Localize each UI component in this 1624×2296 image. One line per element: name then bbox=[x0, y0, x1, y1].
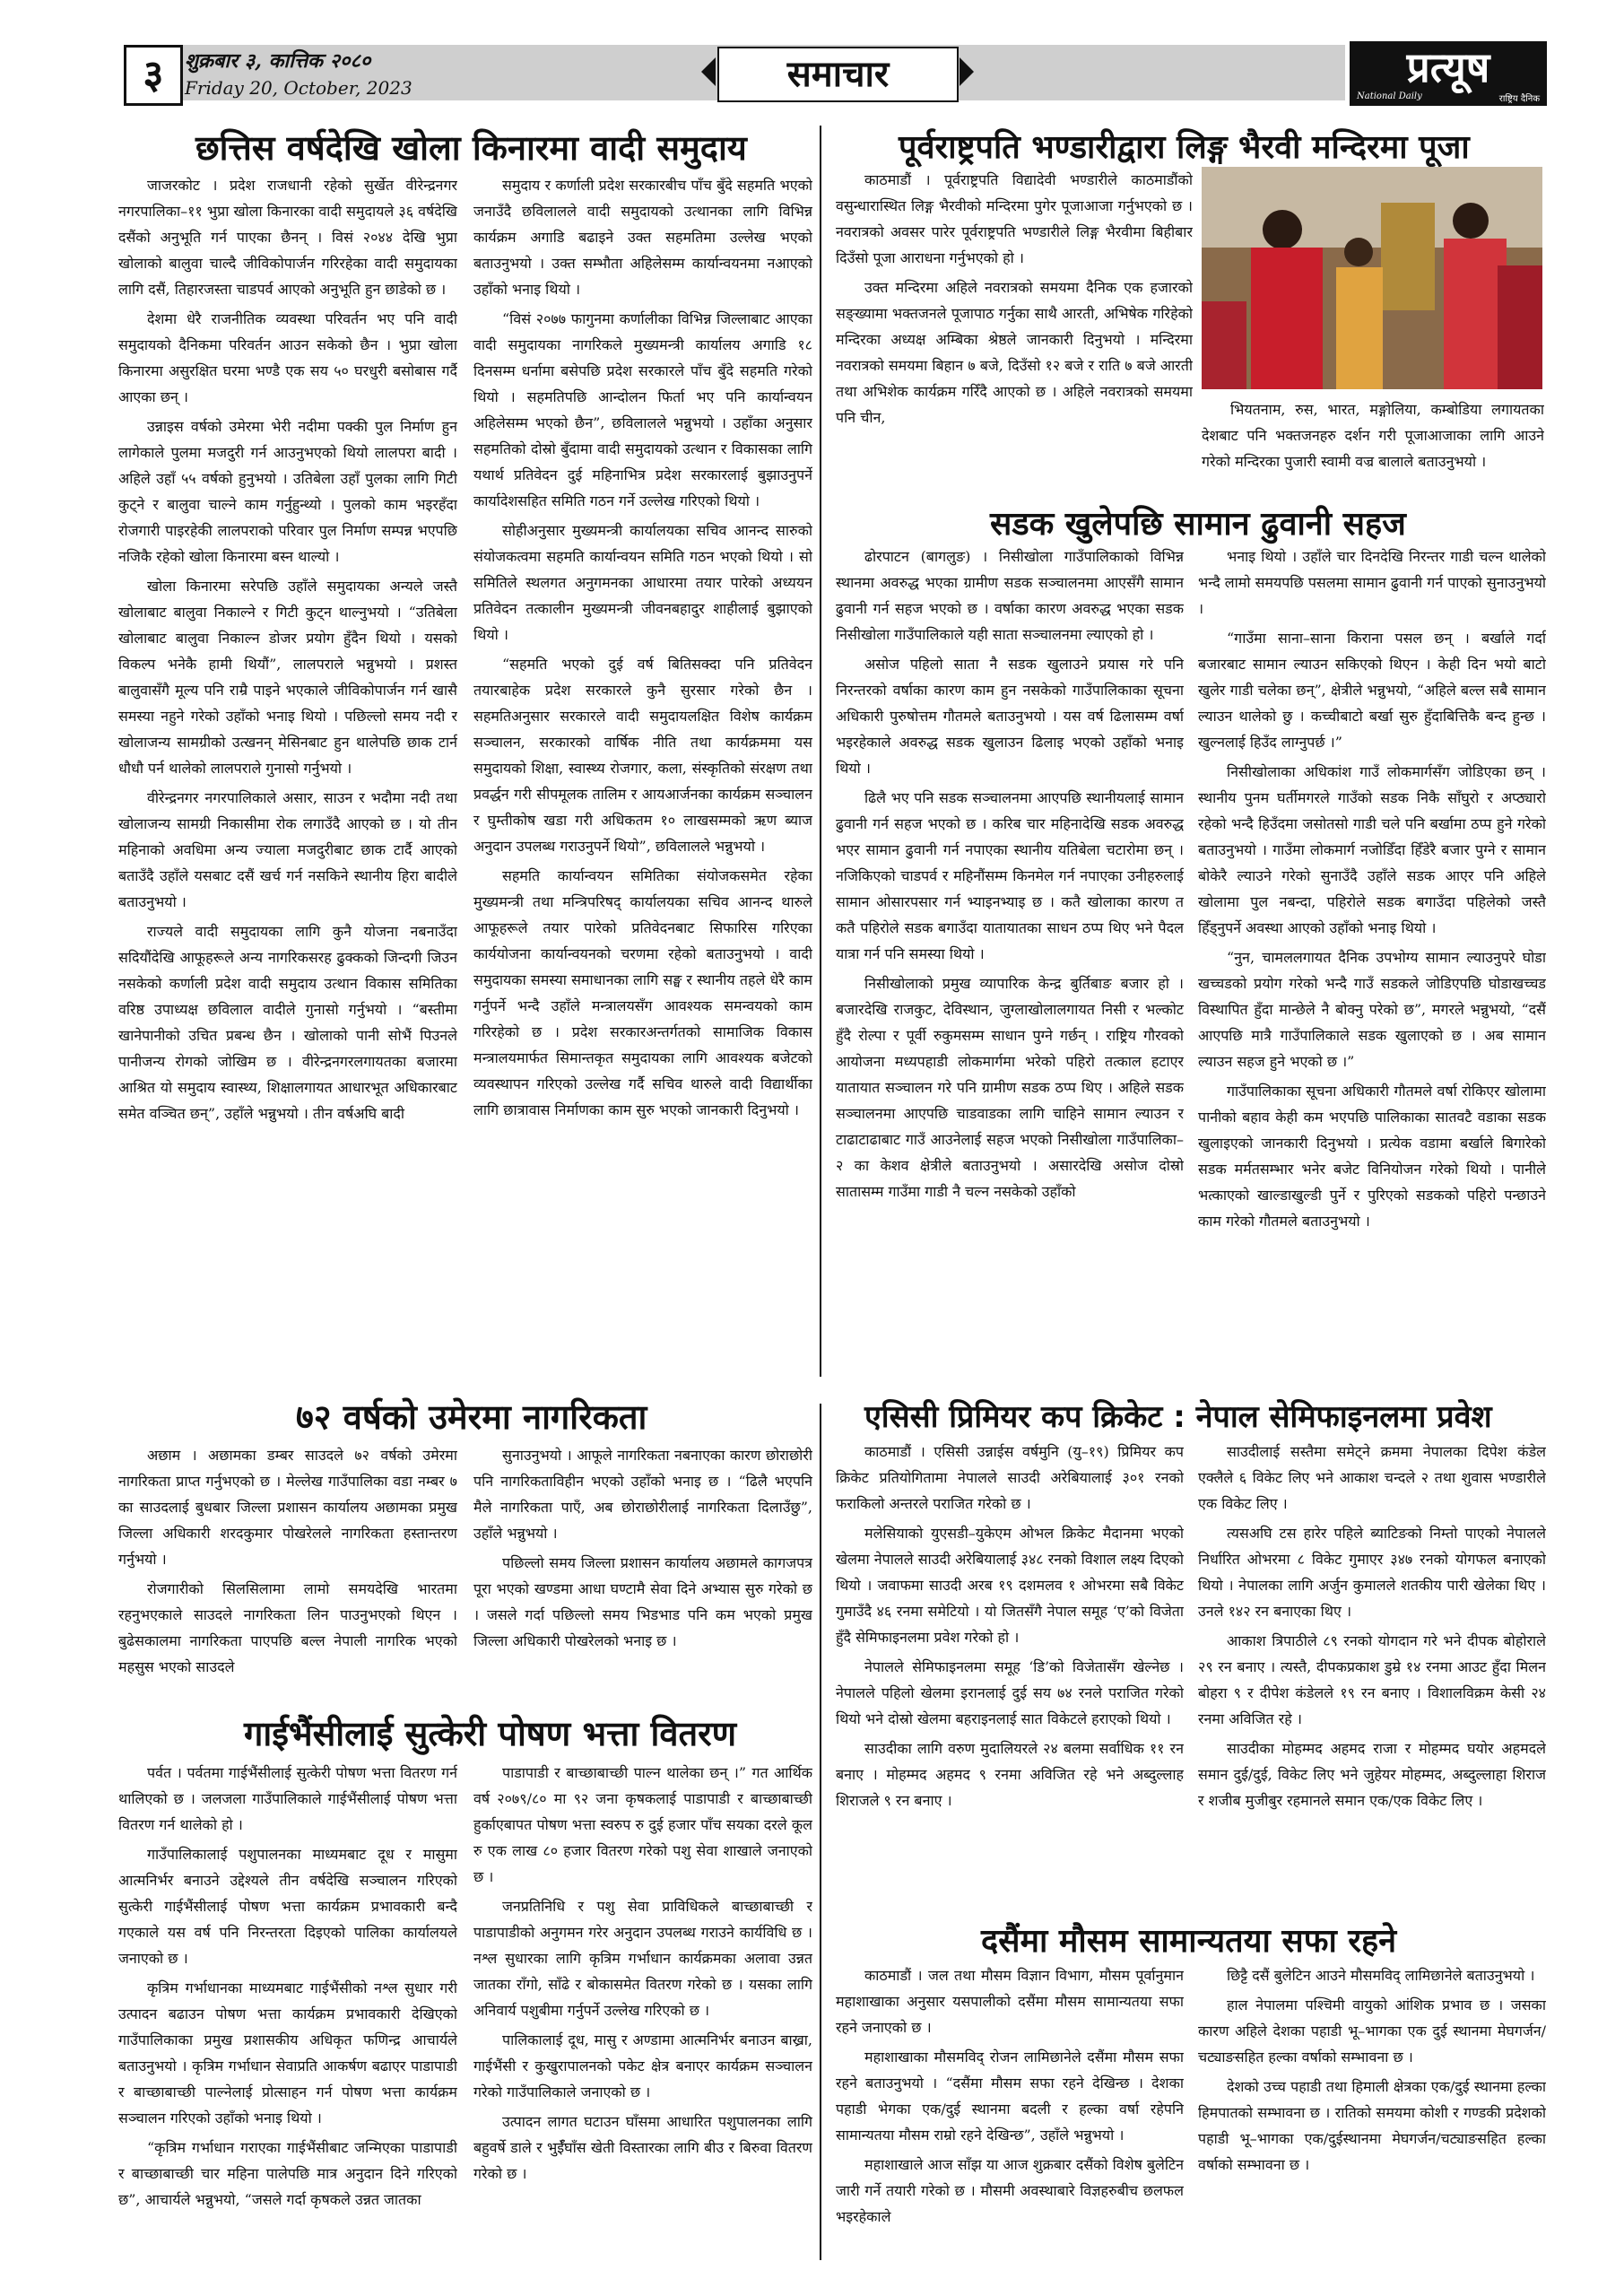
page-number: ३ bbox=[124, 45, 183, 106]
article-paragraph: “नुन, चामललगायत दैनिक उपभोग्य सामान ल्याउनुपरे घोडा खच्चडको प्रयोग गरेको भन्दै गाउँ सडकले जोडिएपछि घोडाखच्चड विस्थापित हुँदा मान्छेले नै बोक्नु परेको छ”, मगरले भन्नुभयो, “दसैं आएपछि मात्रै गाउँपालिकाले सडक खुलाएको छ । अब सामान ल्याउन सहज हुने भएको छ ।” bbox=[1198, 949, 1546, 1070]
article-cricket-col1 bbox=[836, 1439, 1184, 1914]
article-paragraph: कृत्रिम गर्भाधानका माध्यमबाट गाईभैंसीको नश्ल सुधार गरी उत्पादन बढाउन पोषण भत्ता कार्यक्रम प्रभावकारी देखिएको गाउँपालिकाका प्रमुख प्रशासकीय अधिकृत फणिन्द्र आचार्यले बताउनुभयो । कृत्रिम गर्भाधान सेवाप्रति आकर्षण बढाएर पाडापाडी र बाच्छाबाच्छी पाल्नेलाई प्रोत्साहन गर्न पोषण भत्ता कार्यक्रम सञ्चालन गरिएको उहाँको भनाइ थियो । bbox=[118, 1979, 457, 2126]
article-paragraph: भियतनाम, रुस, भारत, मङ्गोलिया, कम्बोडिया लगायतका देशबाट पनि भक्तजनहरु दर्शन गरी पूजाआजाका लागि आउने गरेको मन्दिरका पुजारी स्वामी वज्र बालाले बताउनुभयो । bbox=[1202, 401, 1544, 470]
article-road-col1 bbox=[836, 544, 1184, 1382]
article-paragraph: राज्यले वादी समुदायका लागि कुनै योजना नबनाउँदा सदियौंदेखि आफूहरूले अन्य नागरिकसरह ढुक्कको जिन्दगी जिउन नसकेको कर्णाली प्रदेश वादी समुदाय उत्थान विकास समितिका वरिष्ठ उपाध्यक्ष छविलाल वादीले गुनासो गर्नुभयो । “बस्तीमा खानेपानीको उचित प्रबन्ध छैन । खोलाको पानी सोभैं पिउनले पानीजन्य रोगको जोखिम छ । वीरेन्द्रनगरलगायतका बजारमा आश्रित यो समुदाय स्वास्थ्य, शिक्षालगायत आधारभूत अधिकारबाट समेत वञ्चित छन्”, उहाँले भन्नुभयो । तीन वर्षअघि बादी bbox=[118, 923, 457, 1122]
article-paragraph: महाशाखाले आज साँझ या आज शुक्रबार दसैंको विशेष बुलेटिन जारी गर्ने तयारी गरेको छ । मौसमी अवस्थाबारे विज्ञहरुबीच छलफल भइरहेकाले bbox=[836, 2156, 1184, 2225]
article-paragraph: खोला किनारमा सरेपछि उहाँले समुदायका अन्यले जस्तै खोलाबाट बालुवा निकाल्ने र गिटी कुट्न थाल्नुभयो । “उतिबेला खोलाबाट बालुवा निकाल्न डोजर प्रयोग हुँदैन थियो । यसको विकल्प भनेकै हामी थियौं”, लालपराले भन्नुभयो । प्रशस्त बालुवासँगै मूल्य पनि राम्रै पाइने भएकाले जीविकोपार्जन गर्न खासै समस्या नहुने गरेको उहाँको भनाइ थियो । पछिल्लो समय नदी र खोलाजन्य सामग्रीको उत्खनन् मेसिनबाट हुन थालेपछि छाक टार्न धौधौ पर्न थालेको लालपराले गुनासो गर्नुभयो । bbox=[118, 578, 457, 777]
article-paragraph: पालिकालाई दूध, मासु र अण्डामा आत्मनिर्भर बनाउन बाख्रा, गाईभैंसी र कुखुरापालनको पकेट क्षेत्र बनाएर कार्यक्रम सञ्चालन गरेको गाउँपालिकाले जनाएको छ । bbox=[473, 2031, 812, 2100]
article-paragraph: गाउँपालिकालाई पशुपालनका माध्यमबाट दूध र मासुमा आत्मनिर्भर बनाउने उद्देश्यले तीन वर्षदेखि सञ्चालन गरिएको सुत्केरी गाईभैंसीलाई पोषण भत्ता कार्यक्रम प्रभावकारी बन्दै गएकाले यस वर्ष पनि निरन्तरता दिइएको पालिका कार्यालयले जनाएको छ । bbox=[118, 1846, 457, 1967]
headline-citizenship: ७२ वर्षको उमेरमा नागरिकता bbox=[296, 1397, 647, 1437]
headline-vadi: छत्तिस वर्षदेखि खोला किनारमा वादी समुदाय bbox=[195, 128, 747, 168]
article-buffalo-col1 bbox=[118, 1760, 457, 2271]
article-paragraph: साउदीलाई सस्तैमा समेट्ने क्रममा नेपालका दिपेश कंडेल एक्लैले ६ विकेट लिए भने आकाश चन्दले २ तथा शुवास भण्डारीले एक विकेट लिए । bbox=[1198, 1443, 1546, 1512]
article-cricket-col2 bbox=[1198, 1439, 1546, 1914]
article-paragraph: अछाम । अछामका डम्बर साउदले ७२ वर्षको उमेरमा नागरिकता प्राप्त गर्नुभएको छ । मेल्लेख गाउँपालिका वडा नम्बर ७ का साउदलाई बुधबार जिल्ला प्रशासन कार्यालय अछामका प्रमुख जिल्ला अधिकारी शरदकुमार पोखरेलले नागरिकता हस्तान्तरण गर्नुभयो । bbox=[118, 1447, 457, 1568]
article-paragraph: देशमा धेरै राजनीतिक व्यवस्था परिवर्तन भए पनि वादी समुदायको दैनिकमा परिवर्तन आउन सकेको छैन । भुप्रा खोला किनारमा असुरक्षित घरमा भण्डै एक सय ५० घरधुरी बसोबास गर्दै आएका छन् । bbox=[118, 310, 457, 405]
article-paragraph: सुनाउनुभयो । आफूले नागरिकता नबनाएका कारण छोराछोरी पनि नागरिकताविहीन भएको उहाँको भनाइ छ । “ढिलै भएपनि मैले नागरिकता पाएँ, अब छोराछोरीलाई नागरिकता दिलाउँछु”, उहाँले भन्नुभयो । bbox=[473, 1447, 812, 1542]
date-nepali: शुक्रबार ३, कात्तिक २०८० bbox=[185, 49, 371, 73]
logo-name: प्रत्यूष bbox=[1406, 43, 1490, 91]
article-paragraph: सहमति कार्यान्वयन समितिका संयोजकसमेत रहेका मुख्यमन्त्री तथा मन्त्रिपरिषद् कार्यालयका सचिव आनन्द थारुले आफूहरूले तयार पारेको प्रतिवेदनबाट सिफारिस गरिएका कार्ययोजना कार्यान्वयनको चरणमा रहेको बताउनुभयो । वादी समुदायका समस्या समाधानका लागि सङ्घ र स्थानीय तहले धेरै काम गर्नुपर्ने भन्दै उहाँले मन्त्रालयसँग आवश्यक समन्वयको काम गरिरहेको छ । प्रदेश सरकारअन्तर्गतको सामाजिक विकास मन्त्रालयमार्फत सिमान्तकृत समुदायका लागि आवश्यक बजेटको व्यवस्थापन गरिएको उल्लेख गर्दै सचिव थारुले वादी विद्यार्थीका लागि छात्रावास निर्माणका काम सुरु भएको जानकारी दिनुभयो । bbox=[473, 867, 812, 1118]
article-linga-col2 bbox=[1202, 396, 1544, 500]
article-weather-col1 bbox=[836, 1962, 1184, 2272]
article-paragraph: साउदीका मोहम्मद अहमद राजा र मोहम्मद घयोर अहमदले समान दुई/दुई, विकेट लिए भने जुहेयर मोहम्मद, अब्दुल्लाहा शिराज र शजीब मुजीबुर रहमानले समान एक/एक विकेट लिए । bbox=[1198, 1740, 1546, 1809]
logo-sub-en: National Daily bbox=[1357, 91, 1422, 101]
headline-linga: पूर्वराष्ट्रपति भण्डारीद्वारा लिङ्ग भैरवी मन्दिरमा पूजा bbox=[899, 129, 1470, 166]
article-paragraph: निसीखोलाका अधिकांश गाउँ लोकमार्गसँग जोडिएका छन् । स्थानीय पुनम घर्तीमगरले गाउँको सडक निकै साँघुरो र अप्ठ्यारो रहेको भन्दै हिउँदमा जसोतसो गाडी चले पनि बर्खामा ठप्प हुने गरेको बताउनुभयो । गाउँमा लोकमार्ग नजोडिँदा हिँडेरै बजार पुग्ने र सामान बोकेरै ल्याउने गरेको सुनाउँदै उहाँले सडक आएर पनि अहिले खोलामा पुल नबन्दा, पहिरोले सडक बगाउँदा पहिलेको जस्तै हिँड्नुपर्ने अवस्था आएको उहाँको भनाइ थियो । bbox=[1198, 763, 1546, 936]
section-title: समाचार bbox=[717, 47, 959, 102]
headline-cricket: एसिसी प्रिमियर कप क्रिकेट : नेपाल सेमिफाइनलमा प्रवेश bbox=[864, 1399, 1492, 1435]
logo-sub-np: राष्ट्रिय दैनिक bbox=[1498, 94, 1540, 104]
headline-road: सडक खुलेपछि सामान ढुवानी सहज bbox=[990, 506, 1406, 543]
headline-weather: दसैंमा मौसम सामान्यतया सफा रहने bbox=[981, 1923, 1397, 1960]
article-paragraph: हाल नेपालमा पश्चिमी वायुको आंशिक प्रभाव छ । जसका कारण अहिले देशका पहाडी भू–भागका एक दुई स्थानमा मेघगर्जन/चट्याङसहित हल्का वर्षाको सम्भावना छ । bbox=[1198, 1996, 1546, 2066]
article-paragraph: भनाइ थियो । उहाँले चार दिनदेखि निरन्तर गाडी चल्न थालेको भन्दै लामो समयपछि पसलमा सामान ढुवानी गर्न पाएको सुनाउनुभयो । bbox=[1198, 548, 1546, 617]
article-paragraph: “विसं २०७७ फागुनमा कर्णालीका विभिन्न जिल्लाबाट आएका वादी समुदायका नागरिकले मुख्यमन्त्री कार्यालय अगाडि १८ दिनसम्म धर्नामा बसेपछि प्रदेश सरकारले पाँच बुँदे सहमति गरेको थियो । सहमतिपछि आन्दोलन फिर्ता भए पनि कार्यान्वयन अहिलेसम्म भएको छैन”, छविलालले भन्नुभयो । उहाँका अनुसार सहमतिको दोस्रो बुँदामा वादी समुदायको उत्थान र विकासका लागि यथार्थ प्रतिवेदन दुई महिनाभित्र प्रदेश सरकारलाई बुझाउनुपर्ने कार्यादेशसहित समिति गठन गर्ने उल्लेख गरिएको थियो । bbox=[473, 310, 812, 509]
article-vadi-col1 bbox=[118, 172, 457, 1381]
article-vadi-col2 bbox=[473, 172, 812, 1381]
article-paragraph: पर्वत । पर्वतमा गाईभैंसीलाई सुत्केरी पोषण भत्ता वितरण गर्न थालिएको छ । जलजला गाउँपालिकाले गाईभैंसीलाई पोषण भत्ता वितरण गर्न थालेको हो । bbox=[118, 1764, 457, 1833]
article-paragraph: काठमाडौं । पूर्वराष्ट्रपति विद्यादेवी भण्डारीले काठमाडौंको वसुन्धारास्थित लिङ्ग भैरवीको मन्दिरमा पुगेर पूजाआजा गर्नुभएको छ । नवरात्रको अवसर पारेर पूर्वराष्ट्रपति भण्डारीले लिङ्ग भैरवीमा बिहीबार दिउँसो पूजा आराधना गर्नुभएको हो । bbox=[836, 171, 1193, 266]
headline-buffalo: गाईभैंसीलाई सुत्केरी पोषण भत्ता वितरण bbox=[244, 1714, 737, 1753]
article-paragraph: जाजरकोट । प्रदेश राजधानी रहेको सुर्खेत वीरेन्द्रनगर नगरपालिका–११ भुप्रा खोला किनारका वादी समुदायले ३६ वर्षदेखि दसैंको अनुभूति गर्न पाएका छैनन् । विसं २०४४ देखि भुप्रा खोलाको बालुवा चाल्दै जीविकोपार्जन गरिरहेका वादी समुदायका लागि दसैं, तिहारजस्ता चाडपर्व आएको अनुभूति हुन छाडेको छ । bbox=[118, 177, 457, 298]
column-divider bbox=[820, 126, 821, 1377]
column-divider bbox=[820, 1404, 821, 2260]
article-citizenship-col2 bbox=[473, 1442, 812, 1702]
article-road-col2 bbox=[1198, 544, 1546, 1382]
article-paragraph: आकाश त्रिपाठीले ८९ रनको योगदान गरे भने दीपक बोहोराले २९ रन बनाए । त्यस्तै, दीपकप्रकाश डुम्रे १४ रनमा आउट हुँदा मिलन बोहरा ९ र दीपेश कंडेलले १९ रन बनाए । विशालविक्रम केसी २४ रनमा अविजित रहे । bbox=[1198, 1632, 1546, 1727]
article-paragraph: “कृत्रिम गर्भाधान गराएका गाईभैंसीबाट जन्मिएका पाडापाडी र बाच्छाबाच्छी चार महिना पालेपछि मात्र अनुदान दिने गरिएको छ”, आचार्यले भन्नुभयो, “जसले गर्दा कृषकले उन्नत जातका bbox=[118, 2139, 457, 2208]
article-paragraph: ढोरपाटन (बागलुङ) । निसीखोला गाउँपालिकाको विभिन्न स्थानमा अवरुद्ध भएका ग्रामीण सडक सञ्चालनमा आएसँगै सामान ढुवानी गर्न सहज भएको छ । वर्षाका कारण अवरुद्ध भएका सडक निसीखोला गाउँपालिकाले यही साता सञ्चालनमा ल्याएको हो । bbox=[836, 548, 1184, 643]
article-paragraph: देशको उच्च पहाडी तथा हिमाली क्षेत्रका एक/दुई स्थानमा हल्का हिमपातको सम्भावना छ । रातिको समयमा कोशी र गण्डकी प्रदेशको पहाडी भू–भागका एक/दुईस्थानमा मेघगर्जन/चट्याङसहित हल्का वर्षाको सम्भावना छ । bbox=[1198, 2078, 1546, 2173]
article-citizenship-col1 bbox=[118, 1442, 457, 1702]
article-paragraph: त्यसअघि टस हारेर पहिले ब्याटिङको निम्तो पाएको नेपालले निर्धारित ओभरमा ८ विकेट गुमाएर ३४७ रनको योगफल बनाएको थियो । नेपालका लागि अर्जुन कुमालले शतकीय पारी खेलेका थिए । उनले १४२ रन बनाएका थिए । bbox=[1198, 1525, 1546, 1620]
article-paragraph: ढिलै भए पनि सडक सञ्चालनमा आएपछि स्थानीयलाई सामान ढुवानी गर्न सहज भएको छ । करिब चार महिनादेखि सडक अवरुद्ध भएर सामान ढुवानी गर्न नपाएका स्थानीय यतिबेला चटारोमा छन् । नजिकिएको चाडपर्व र महिनौंसम्म किनमेल गर्न नपाएका उनीहरुलाई सामान ओसारपसार गर्न भ्याइनभ्याइ छ । कतै खोलाका कारण त कतै पहिरोले सडक बगाउँदा यातायातका साधन ठप्प थिए भने पैदल यात्रा गर्न पनि समस्या थियो । bbox=[836, 789, 1184, 962]
article-paragraph: गाउँपालिकाका सूचना अधिकारी गौतमले वर्षा रोकिएर खोलामा पानीको बहाव केही कम भएपछि पालिकाका सातवटै वडाका सडक खुलाइएको जानकारी दिनुभयो । प्रत्येक वडामा बर्खाले बिगारेको सडक मर्मतसम्भार भनेर बजेट विनियोजन गरेको थियो । पानीले भत्काएको खाल्डाखुल्डी पुर्ने र पुरिएको सडकको पहिरो पन्छाउने काम गरेको गौतमले बताउनुभयो । bbox=[1198, 1083, 1546, 1230]
article-buffalo-col2 bbox=[473, 1760, 812, 2271]
article-paragraph: समुदाय र कर्णाली प्रदेश सरकारबीच पाँच बुँदे सहमति भएको जनाउँदै छविलालले वादी समुदायको उत्थानका लागि विभिन्न कार्यक्रम अगाडि बढाइने उक्त सहमतिमा उल्लेख भएको बताउनुभयो । उक्त सम्भौता अहिलेसम्म कार्यान्वयनमा नआएको उहाँको भनाइ थियो । bbox=[473, 177, 812, 298]
article-paragraph: महाशाखाका मौसमविद् रोजन लामिछानेले दसैंमा मौसम सफा रहने बताउनुभयो । “दसैंमा मौसम सफा रहने देखिन्छ । देशका पहाडी भेगका एक/दुई स्थानमा बदली र हल्का वर्षा रहेपनि सामान्यतया मौसम राम्रो रहने देखिन्छ”, उहाँले भन्नुभयो । bbox=[836, 2048, 1184, 2144]
date-english: Friday 20, October, 2023 bbox=[185, 77, 413, 99]
article-paragraph: उन्नाइस वर्षको उमेरमा भेरी नदीमा पक्की पुल निर्माण हुन लागेकाले पुलमा मजदुरी गर्न आउनुभएको थियो लालपरा बादी । अहिले उहाँ ५५ वर्षको हुनुभयो । उतिबेला उहाँ पुलका लागि गिटी कुट्ने र बालुवा चाल्ने काम गर्नुहुन्थ्यो । पुलको काम भइरहँदा रोजगारी पाइरहेकी लालपराको परिवार पुल निर्माण सम्पन्न भएपछि नजिकै रहेको खोला किनारमा बस्न थाल्यो । bbox=[118, 418, 457, 565]
arrow-right-icon bbox=[960, 57, 974, 86]
article-paragraph: काठमाडौं । एसिसी उन्नाईस वर्षमुनि (यु–१९) प्रिमियर कप क्रिकेट प्रतियोगितामा नेपालले साउदी अरेबियालाई ३०१ रनको फराकिलो अन्तरले पराजित गरेको छ । bbox=[836, 1443, 1184, 1512]
temple-photo-image bbox=[1202, 167, 1542, 389]
article-paragraph: नेपालले सेमिफाइनलमा समूह ‘डि’को विजेतासँग खेल्नेछ । नेपालले पहिलो खेलमा इरानलाई दुई सय ७४ रनले पराजित गरेको थियो भने दोस्रो खेलमा बहराइनलाई सात विकेटले हराएको थियो । bbox=[836, 1658, 1184, 1727]
article-paragraph: उक्त मन्दिरमा अहिले नवरात्रको समयमा दैनिक एक हजारको सङ्ख्यामा भक्तजनले पूजापाठ गर्नुका साथै आरती, अभिषेक गरिहेको मन्दिरका अध्यक्ष अम्बिका श्रेष्ठले जानकारी दिनुभयो । मन्दिरमा नवरात्रको समयमा बिहान ७ बजे, दिउँसो १२ बजे र राति ७ बजे आरती तथा अभिशेक कार्यक्रम गरिँदै आएको छ । अहिले नवरात्रको समयमा पनि चीन, bbox=[836, 279, 1193, 426]
article-linga-col1 bbox=[836, 167, 1193, 499]
arrow-left-icon bbox=[701, 57, 716, 86]
article-paragraph: साउदीका लागि वरुण मुदालियरले २४ बलमा सर्वाधिक ११ रन बनाए । मोहम्मद अहमद ९ रनमा अविजित रहे भने अब्दुल्लाह शिराजले ९ रन बनाए । bbox=[836, 1740, 1184, 1809]
article-paragraph: छिट्टै दसैं बुलेटिन आउने मौसमविद् लामिछानेले बताउनुभयो । bbox=[1227, 1967, 1535, 1984]
masthead-logo bbox=[1350, 41, 1547, 106]
article-paragraph: “गाउँमा साना–साना किराना पसल छन् । बर्खाले गर्दा बजारबाट सामान ल्याउन सकिएको थिएन । केही दिन भयो बाटो खुलेर गाडी चलेका छन्”, क्षेत्रीले भन्नुभयो, “अहिले बल्ल सबै सामान ल्याउन थालेको छु । कच्चीबाटो बर्खा सुरु हुँदाबित्तिकै बन्द हुन्छ । खुल्नलाई हिउँद लाग्नुपर्छ ।” bbox=[1198, 630, 1546, 751]
article-paragraph: “सहमति भएको दुई वर्ष बितिसक्दा पनि प्रतिवेदन तयारबाहेक प्रदेश सरकारले कुनै सुरसार गरेको छैन । सहमतिअनुसार सरकारले वादी समुदायलक्षित विशेष कार्यक्रम सञ्चालन, सरकारको वार्षिक नीति तथा कार्यक्रममा यस समुदायको शिक्षा, स्वास्थ्य रोजगार, कला, संस्कृतिको संरक्षण तथा प्रवर्द्धन गरी सीपमूलक तालिम र आयआर्जनका कार्यक्रम सञ्चालन र घुम्तीकोष खडा गरी अधिकतम १० लाखसम्मको ऋण ब्याज अनुदान उपलब्ध गराउनुपर्ने थियो”, छविलालले भन्नुभयो । bbox=[473, 656, 812, 855]
article-paragraph: उत्पादन लागत घटाउन घाँसमा आधारित पशुपालनका लागि बहुवर्षे डाले र भुईँघाँस खेती विस्तारका लागि बीउ र बिरुवा वितरण गरेको छ । bbox=[473, 2113, 812, 2182]
article-paragraph: निसीखोलाको प्रमुख व्यापारिक केन्द्र बुर्तिबाङ बजार हो । बजारदेखि राजकुट, देविस्थान, जुग्लाखोलालगायत निसी र भल्कोट हुँदै रोल्पा र पूर्वी रुकुमसम्म साधान पुग्ने गर्छन् । राष्ट्रिय गौरवको आयोजना मध्यपहाडी लोकमार्गमा भरेको पहिरो तत्काल हटाएर यातायात सञ्चालन गरे पनि ग्रामीण सडक ठप्प थिए । अहिले सडक सञ्चालनमा आएपछि चाडवाडका लागि चाहिने सामान ल्याउन र टाढाटाढाबाट गाउँ आउनेलाई सहज भएको निसीखोला गाउँपालिका–२ का केशव क्षेत्रीले बताउनुभयो । असारदेखि असोज दोस्रो सातासम्म गाउँमा गाडी नै चल्न नसकेको उहाँको bbox=[836, 975, 1184, 1200]
article-paragraph: वीरेन्द्रनगर नगरपालिकाले असार, साउन र भदौमा नदी तथा खोलाजन्य सामग्री निकासीमा रोक लगाउँदै आएको छ । यो तीन महिनाको अवधिमा अन्य ज्याला मजदुरीबाट छाक टार्दै आएको बताउँदै उहाँले यसबाट दसैं खर्च गर्न नसकिने स्थानीय हिरा बादीले बताउनुभयो । bbox=[118, 789, 457, 910]
article-paragraph: पछिल्लो समय जिल्ला प्रशासन कार्यालय अछामले कागजपत्र पूरा भएको खण्डमा आधा घण्टामै सेवा दिने अभ्यास सुरु गरेको छ । जसले गर्दा पछिल्लो समय भिडभाड पनि कम भएको प्रमुख जिल्ला अधिकारी पोखरेलको भनाइ छ । bbox=[473, 1554, 812, 1649]
article-paragraph: पाडापाडी र बाच्छाबाच्छी पाल्न थालेका छन् ।” गत आर्थिक वर्ष २०७९/८० मा ९२ जना कृषकलाई पाडापाडी र बाच्छाबाच्छी हुर्काएबापत पोषण भत्ता स्वरुप रु दुई हजार पाँच सयका दरले कूल रु एक लाख ८० हजार वितरण गरेको पशु सेवा शाखाले जनाएको छ । bbox=[473, 1764, 812, 1885]
article-paragraph: रोजगारीको सिलसिलामा लामो समयदेखि भारतमा रहनुभएकाले साउदले नागरिकता लिन पाउनुभएको थिएन । बुढेसकालमा नागरिकता पाएपछि बल्ल नेपाली नागरिक भएको महसुस भएको साउदले bbox=[118, 1580, 457, 1675]
article-paragraph: मलेसियाको युएसडी–युकेएम ओभल क्रिकेट मैदानमा भएको खेलमा नेपालले साउदी अरेबियालाई ३४८ रनको विशाल लक्ष्य दिएको थियो । जवाफमा साउदी अरब १९ दशमलव १ ओभरमा सबै विकेट गुमाउँदै ४६ रनमा समेटियो । यो जितसँगै नेपाल समूह ‘ए’को विजेता हुँदै सेमिफाइनलमा प्रवेश गरेको हो । bbox=[836, 1525, 1184, 1646]
article-paragraph: सोहीअनुसार मुख्यमन्त्री कार्यालयका सचिव आनन्द सारुको संयोजकत्वमा सहमति कार्यान्वयन समिति गठन भएको थियो । सो समितिले स्थलगत अनुगमनका आधारमा तयार पारेको अध्ययन प्रतिवेदन तत्कालीन मुख्यमन्त्री जीवनबहादुर शाहीलाई बुझाएको थियो । bbox=[473, 522, 812, 643]
article-paragraph: असोज पहिलो साता नै सडक खुलाउने प्रयास गरे पनि निरन्तरको वर्षाका कारण काम हुन नसकेको गाउँपालिकाका सूचना अधिकारी पुरुषोत्तम गौतमले बताउनुभयो । यस वर्ष ढिलासम्म वर्षा भइरहेकाले अवरुद्ध सडक खुलाउन ढिलाइ भएको उहाँको भनाइ थियो । bbox=[836, 656, 1184, 777]
article-weather-col2 bbox=[1198, 1962, 1546, 2272]
article-paragraph: जनप्रतिनिधि र पशु सेवा प्राविधिकले बाच्छाबाच्छी र पाडापाडीको अनुगमन गरेर अनुदान उपलब्ध गराउने कार्यविधि छ । नश्ल सुधारका लागि कृत्रिम गर्भाधान कार्यक्रमका अलावा उन्नत जातका राँगो, साँढे र बोकासमेत वितरण गरेको छ । यसका लागि अनिवार्य पशुबीमा गर्नुपर्ने उल्लेख गरिएको छ । bbox=[473, 1898, 812, 2019]
temple-photo bbox=[1202, 167, 1542, 389]
article-paragraph: काठमाडौं । जल तथा मौसम विज्ञान विभाग, मौसम पूर्वानुमान महाशाखाका अनुसार यसपालीको दसैंमा मौसम सामान्यतया सफा रहने जनाएको छ । bbox=[836, 1967, 1184, 2036]
